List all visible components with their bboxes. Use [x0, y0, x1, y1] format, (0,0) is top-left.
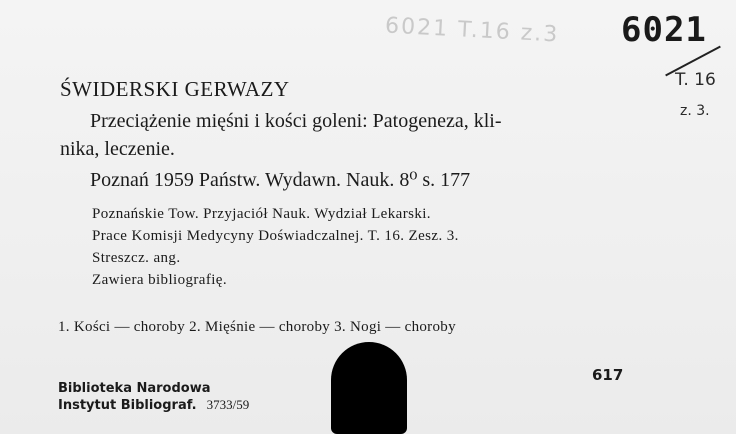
stamp-code: 3733/59 [206, 397, 250, 412]
note-line: Streszcz. ang. [92, 250, 181, 266]
note-line: Zawiera bibliografię. [92, 272, 228, 288]
book-title [60, 107, 630, 163]
handwritten-volume: T. 16 [675, 70, 716, 90]
catalog-number: 6021 [621, 10, 707, 50]
card-page-number: 617 [592, 366, 624, 384]
title-line-1: Przeciążenie mięśni i kości goleni: Patogeneza, kli- [90, 110, 502, 132]
imprint: Poznań 1959 Państw. Wydawn. Nauk. 8⁰ s. 177 [90, 169, 471, 191]
title-line-2: nika, leczenie. [60, 138, 175, 160]
note-line: Poznańskie Tow. Przyjaciół Nauk. Wydział Lekarski. [92, 206, 431, 222]
handwritten-issue: z. 3. [680, 103, 710, 119]
stamp-line-1: Biblioteka Narodowa [58, 381, 211, 396]
subject-headings: 1. Kości — choroby 2. Mięśnie — choroby 3. Nogi — choroby [58, 319, 456, 335]
note-line: Prace Komisji Medycyny Doświadczalnej. T. 16. Zesz. 3. [92, 228, 459, 244]
author-heading: ŚWIDERSKI GERWAZY [60, 77, 290, 101]
punch-hole [331, 342, 407, 434]
faint-pencil-marks: 6021 T.16 z.3 [384, 13, 560, 48]
notes-block [92, 203, 652, 291]
stamp-line-2: Instytut Bibliograf. [58, 398, 197, 413]
library-stamp [58, 381, 249, 414]
